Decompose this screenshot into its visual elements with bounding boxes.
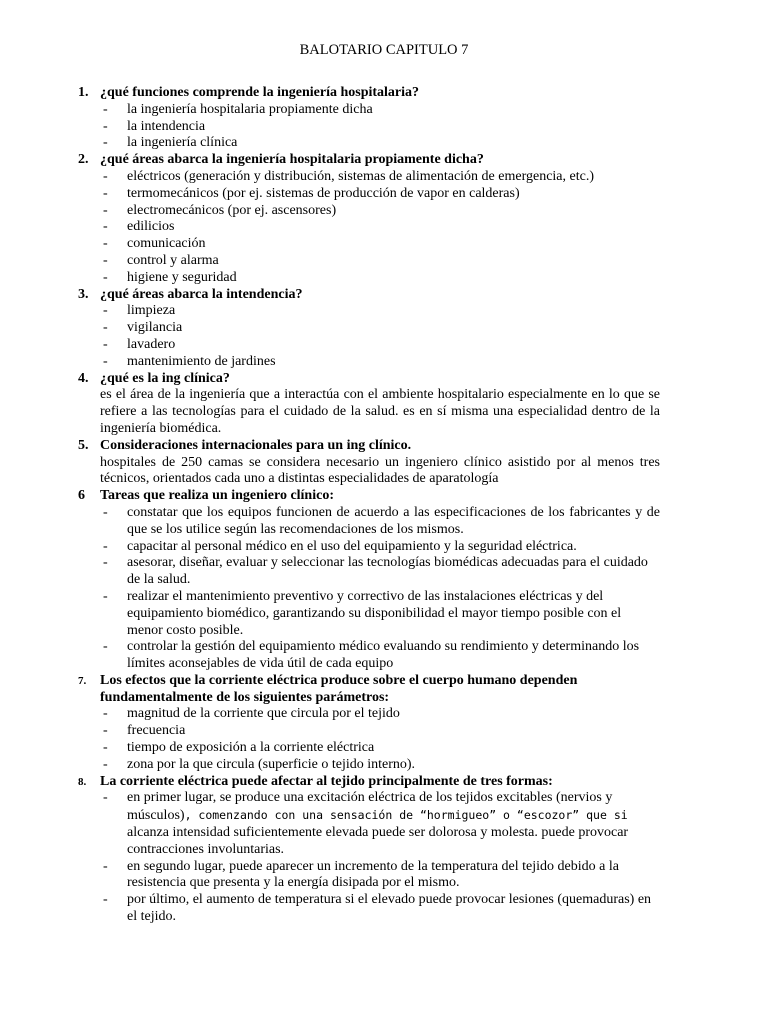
dash-bullet: -	[103, 303, 108, 319]
dash-bullet: -	[103, 202, 108, 218]
list-item-text: zona por la que circula (superficie o tejido interno).	[127, 756, 416, 772]
list-item	[78, 236, 660, 253]
dash-bullet: -	[103, 756, 108, 772]
answer-list-2	[78, 169, 660, 287]
dash-bullet: -	[103, 118, 108, 134]
question-number: 8.	[78, 775, 87, 788]
answer-list-1	[78, 102, 660, 152]
list-item-text: controlar la gestión del equipamiento médico evaluando su rendimiento y determinando los límites aconsejables de vida útil de cada equipo	[127, 639, 640, 672]
list-item-text: comunicación	[127, 236, 206, 252]
question-list	[78, 85, 660, 926]
list-item	[78, 119, 660, 136]
list-item-text-part: alcanza intensidad suficientemente elevada puede ser dolorosa y molesta. puede provocar contracciones involuntarias.	[127, 825, 629, 857]
list-item	[78, 203, 660, 220]
list-item	[78, 169, 660, 186]
question-3	[78, 287, 660, 304]
list-item	[78, 555, 660, 589]
question-8	[78, 774, 660, 791]
dash-bullet: -	[103, 892, 108, 908]
list-item	[78, 790, 660, 858]
list-item	[78, 253, 660, 270]
list-item-text: capacitar al personal médico en el uso del equipamiento y la seguridad eléctrica.	[127, 538, 577, 554]
list-item-text	[127, 790, 660, 858]
list-item-text: higiene y seguridad	[127, 269, 237, 285]
dash-bullet: -	[103, 504, 108, 520]
question-2	[78, 152, 660, 169]
dash-bullet: -	[103, 269, 108, 285]
question-number: 1.	[78, 85, 89, 100]
list-item	[78, 303, 660, 320]
question-text: ¿qué áreas abarca la ingeniería hospitalaria propiamente dicha?	[100, 152, 484, 168]
question-7	[78, 673, 660, 707]
list-item	[78, 589, 660, 639]
list-item-text: realizar el mantenimiento preventivo y correctivo de las instalaciones eléctricas y del equipamiento biomédico, garantizando su disponibilidad el mayor tiempo posible con el menor costo posible.	[127, 588, 622, 638]
page-title: BALOTARIO CAPITULO 7	[299, 42, 469, 58]
list-item-text: la ingeniería hospitalaria propiamente dicha	[127, 101, 373, 117]
list-item	[78, 354, 660, 371]
list-item-text: vigilancia	[127, 320, 183, 336]
list-item	[78, 723, 660, 740]
answer-list-6	[78, 505, 660, 673]
question-number: 7.	[78, 674, 87, 687]
question-number: 6	[78, 488, 85, 504]
question-text: Consideraciones internacionales para un ing clínico.	[100, 437, 412, 453]
list-item-text: asesorar, diseñar, evaluar y seleccionar las tecnologías biomédicas adecuadas para el cuidado de la salud.	[127, 555, 648, 588]
dash-bullet: -	[103, 639, 108, 655]
list-item-text: eléctricos (generación y distribución, sistemas de alimentación de emergencia, etc.)	[127, 168, 594, 184]
list-item	[78, 219, 660, 236]
dash-bullet: -	[103, 740, 108, 756]
dash-bullet: -	[103, 555, 108, 571]
list-item	[78, 740, 660, 757]
question-number: 2.	[78, 152, 89, 168]
list-item-text: lavadero	[127, 336, 176, 352]
dash-bullet: -	[103, 538, 108, 554]
list-item	[78, 270, 660, 287]
question-text: La corriente eléctrica puede afectar al tejido principalmente de tres formas:	[100, 773, 553, 789]
dash-bullet: -	[103, 858, 108, 874]
dash-bullet: -	[103, 790, 108, 806]
list-item-text-part: , comenzando con una sensación de “hormigueo” o “escozor” que si	[184, 808, 628, 823]
dash-bullet: -	[103, 168, 108, 184]
list-item	[78, 859, 660, 893]
dash-bullet: -	[103, 252, 108, 268]
list-item	[78, 505, 660, 539]
dash-bullet: -	[103, 236, 108, 252]
dash-bullet: -	[103, 185, 108, 201]
question-text: Los efectos que la corriente eléctrica produce sobre el cuerpo humano dependen fundamentalmente de los siguientes parámetros:	[100, 672, 578, 705]
list-item	[78, 135, 660, 152]
answer-list-7	[78, 706, 660, 773]
dash-bullet: -	[103, 101, 108, 117]
list-item-text: frecuencia	[127, 723, 186, 739]
question-text: Tareas que realiza un ingeniero clínico:	[100, 488, 334, 504]
answer-paragraph-5: hospitales de 250 camas se considera necesario un ingeniero clínico asistido por al menos tres técnicos, orientados cada uno a distintas especialidades de aparatología	[100, 454, 660, 487]
list-item-text: la ingeniería clínica	[127, 135, 238, 151]
list-item	[78, 539, 660, 556]
answer-list-3	[78, 303, 660, 370]
list-item	[78, 337, 660, 354]
list-item-text: limpieza	[127, 303, 176, 319]
answer-list-8	[78, 790, 660, 925]
question-6	[78, 488, 660, 505]
dash-bullet: -	[103, 320, 108, 336]
dash-bullet: -	[103, 219, 108, 235]
list-item-text: edilicios	[127, 219, 175, 235]
list-item	[78, 320, 660, 337]
question-text: ¿qué funciones comprende la ingeniería hospitalaria?	[100, 85, 420, 100]
dash-bullet: -	[103, 336, 108, 352]
dash-bullet: -	[103, 588, 108, 604]
list-item-text: constatar que los equipos funcionen de acuerdo a las especificaciones de los fabricantes y de que se los utilice según las recomendaciones de los mismos.	[127, 504, 660, 537]
dash-bullet: -	[103, 353, 108, 369]
question-5	[78, 438, 660, 455]
list-item-text: en segundo lugar, puede aparecer un incremento de la temperatura del tejido debido a la resistencia que presenta y la energía disipada por el mismo.	[127, 858, 619, 891]
list-item	[78, 706, 660, 723]
list-item	[78, 102, 660, 119]
list-item-text: tiempo de exposición a la corriente eléctrica	[127, 740, 375, 756]
list-item-text: termomecánicos (por ej. sistemas de producción de vapor en calderas)	[127, 185, 520, 201]
question-4	[78, 371, 660, 388]
question-text: ¿qué es la ing clínica?	[100, 370, 230, 386]
answer-paragraph-4: es el área de la ingeniería que a interactúa con el ambiente hospitalario especialmente en lo que se refiere a las tecnologías para el cuidado de la salud. es en sí misma una especialidad dentro de la ingeniería biomédica.	[100, 387, 660, 436]
list-item	[78, 639, 660, 673]
dash-bullet: -	[103, 723, 108, 739]
list-item-text: control y alarma	[127, 252, 219, 268]
dash-bullet: -	[103, 706, 108, 722]
list-item-text: la intendencia	[127, 118, 206, 134]
list-item-text: magnitud de la corriente que circula por el tejido	[127, 706, 400, 722]
list-item	[78, 186, 660, 203]
list-item-text: mantenimiento de jardines	[127, 353, 276, 369]
list-item-text: electromecánicos (por ej. ascensores)	[127, 202, 337, 218]
list-item	[78, 757, 660, 774]
dash-bullet: -	[103, 135, 108, 151]
question-text: ¿qué áreas abarca la intendencia?	[100, 286, 303, 302]
question-number: 3.	[78, 286, 89, 302]
question-number: 5.	[78, 437, 89, 453]
question-number: 4.	[78, 370, 89, 386]
list-item-text-part: en primer lugar, se produce una excitación eléctrica de los tejidos excitables (nervios y músculos)	[127, 790, 613, 824]
list-item	[78, 892, 660, 926]
list-item-text: por último, el aumento de temperatura si el elevado puede provocar lesiones (quemaduras) en el tejido.	[127, 892, 652, 925]
question-1	[78, 85, 660, 102]
